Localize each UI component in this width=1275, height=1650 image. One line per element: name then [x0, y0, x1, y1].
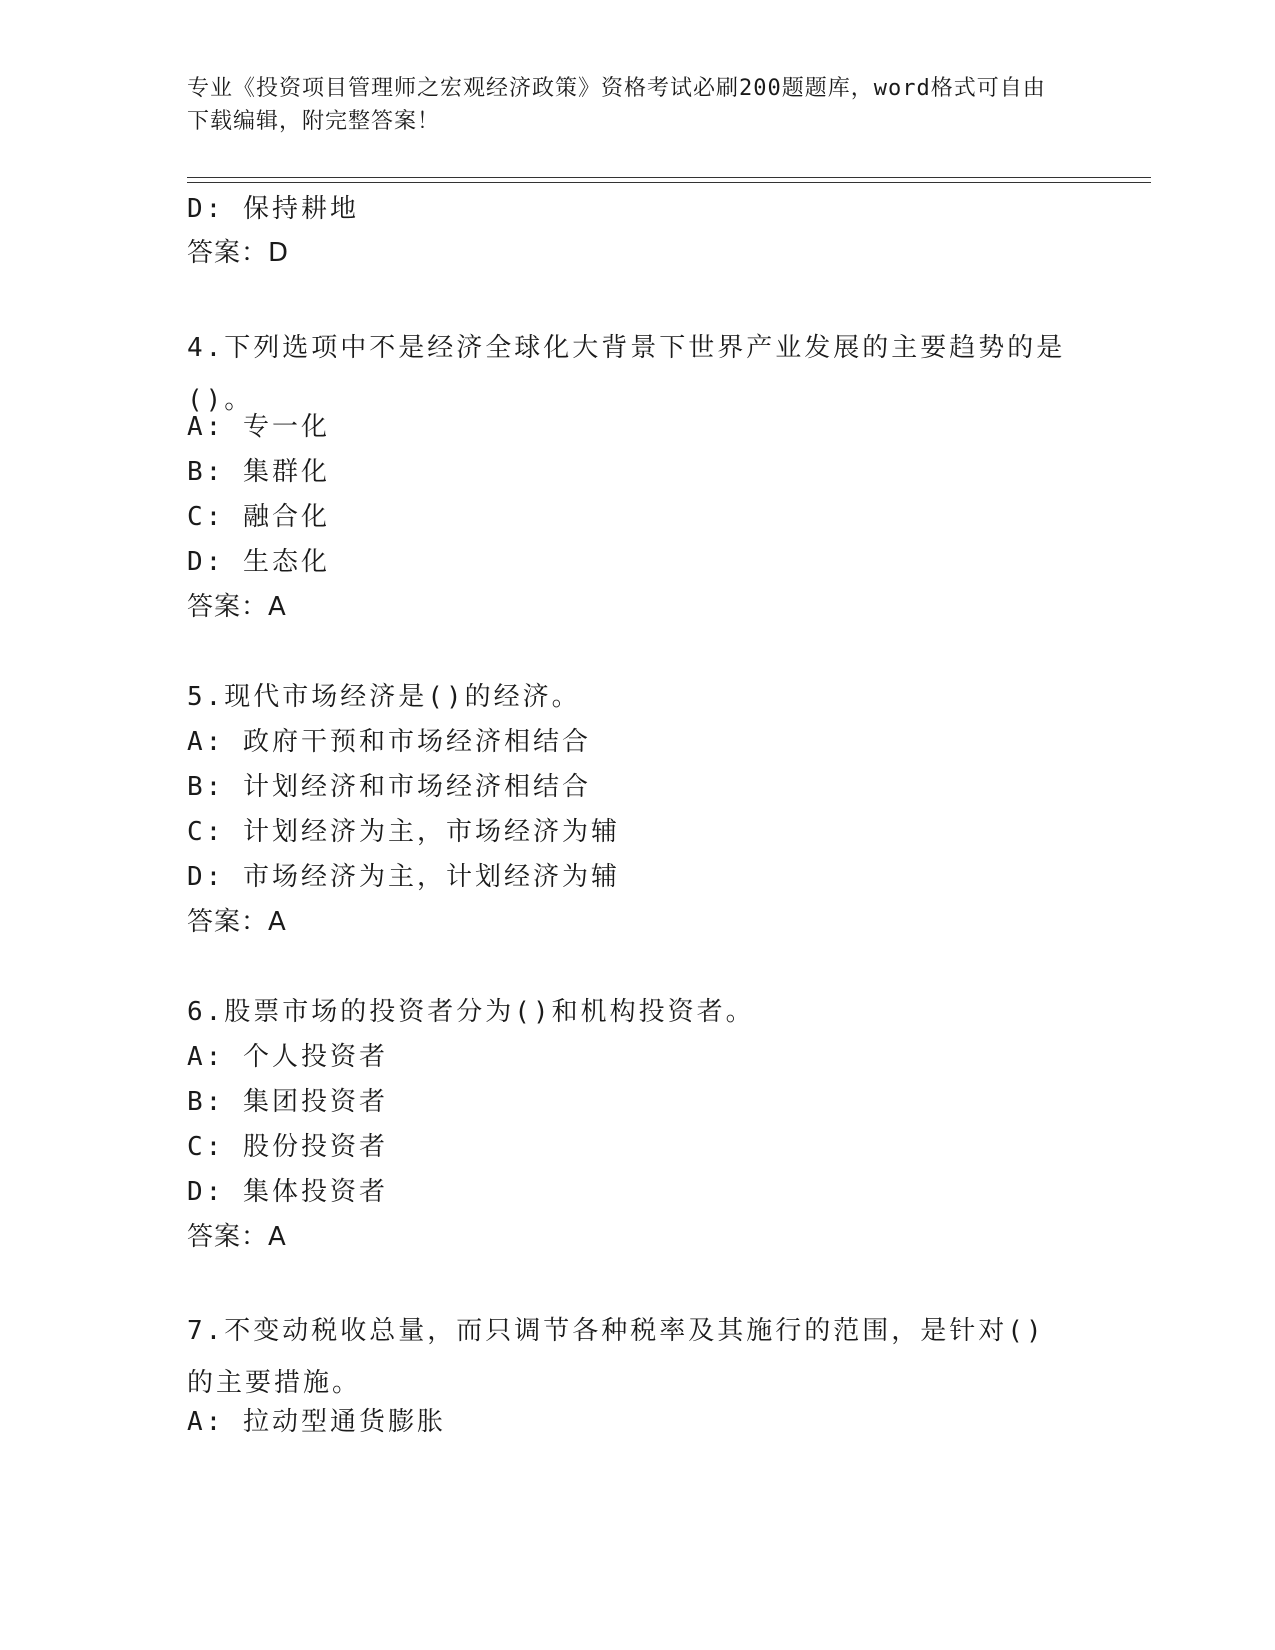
q6-option-c: C: 股份投资者 — [187, 1132, 388, 1162]
q3-option-d: D: 保持耕地 — [187, 194, 359, 224]
q5-option-b: B: 计划经济和市场经济相结合 — [187, 772, 591, 802]
q6-option-a: A: 个人投资者 — [187, 1042, 388, 1072]
q6-answer: 答案：A — [187, 1222, 287, 1252]
q4-option-c: C: 融合化 — [187, 502, 330, 532]
q7-stem: 7.不变动税收总量，而只调节各种税率及其施行的范围，是针对()的主要措施。 — [187, 1316, 1045, 1398]
q5-option-c: C: 计划经济为主，市场经济为辅 — [187, 817, 620, 847]
q6-option-d: D: 集体投资者 — [187, 1177, 388, 1207]
q4-option-d: D: 生态化 — [187, 547, 330, 577]
header-divider-top — [187, 177, 1151, 178]
q4-stem: 4.下列选项中不是经济全球化大背景下世界产业发展的主要趋势的是()。 — [187, 333, 1066, 415]
q5-option-a: A: 政府干预和市场经济相结合 — [187, 727, 591, 757]
q4-option-b: B: 集群化 — [187, 457, 330, 487]
q3-answer: 答案：D — [187, 238, 290, 268]
q6-option-b: B: 集团投资者 — [187, 1087, 388, 1117]
q4-answer: 答案：A — [187, 592, 287, 622]
q5-answer: 答案：A — [187, 907, 287, 937]
document-header: 专业《投资项目管理师之宏观经济政策》资格考试必刷200题题库，word格式可自由下载编辑，附完整答案！ — [187, 76, 1046, 134]
header-divider-bottom — [187, 182, 1151, 183]
q5-option-d: D: 市场经济为主，计划经济为辅 — [187, 862, 620, 892]
q7-option-a: A: 拉动型通货膨胀 — [187, 1407, 446, 1437]
q6-stem: 6.股票市场的投资者分为()和机构投资者。 — [187, 997, 755, 1027]
q5-stem: 5.现代市场经济是()的经济。 — [187, 682, 581, 712]
q4-option-a: A: 专一化 — [187, 412, 330, 442]
